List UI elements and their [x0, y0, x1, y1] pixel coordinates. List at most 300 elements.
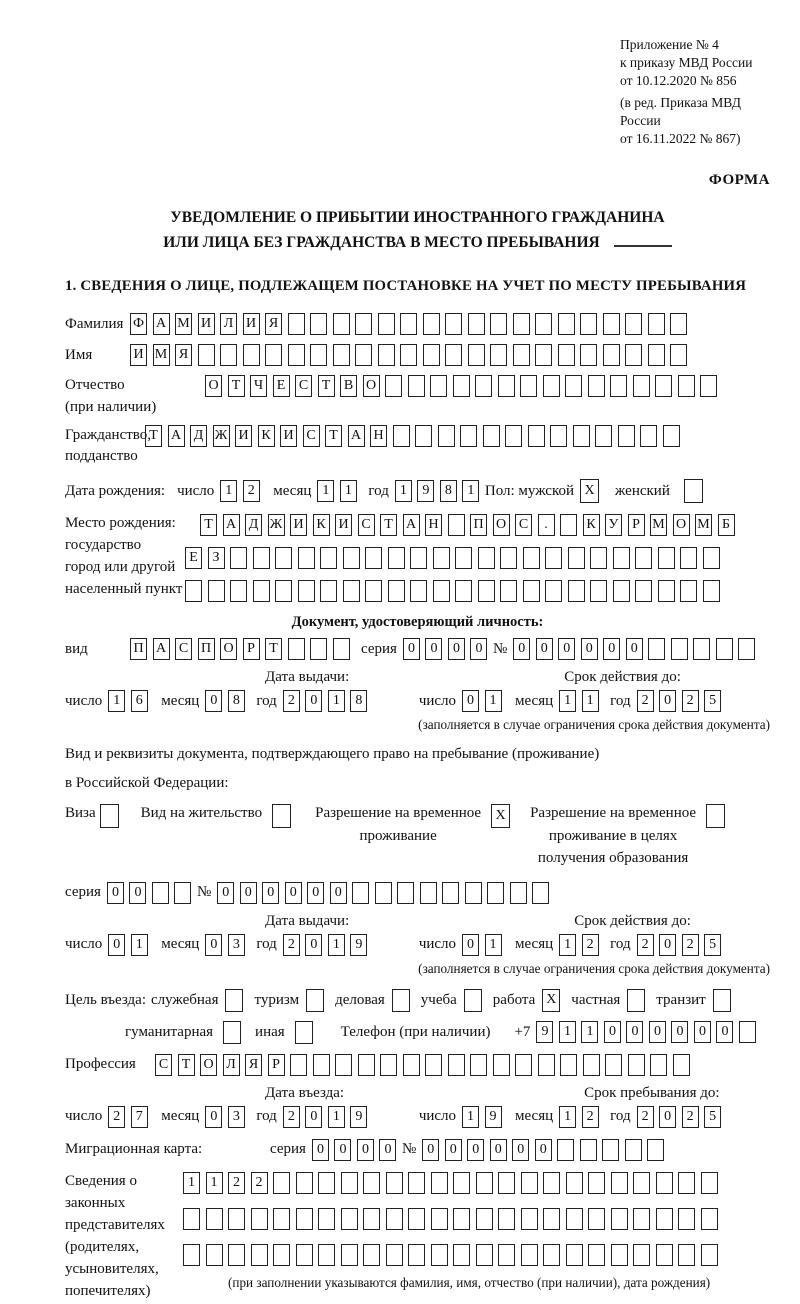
name-cells [130, 344, 693, 366]
legal-reps-label-2: законных [65, 1194, 126, 1211]
phone-prefix: +7 [514, 1023, 531, 1040]
purpose-row2 [65, 1021, 770, 1044]
char-cell: 1 [328, 1106, 345, 1128]
entry-date-heading: Дата въезда: [265, 1084, 345, 1101]
char-cell [310, 638, 327, 660]
doc-validity-note: (заполняется в случае ограничения срока действия документа) [418, 717, 770, 732]
profession-label: Профессия [65, 1056, 136, 1072]
char-cell [476, 1208, 493, 1230]
char-cell [183, 1208, 200, 1230]
char-cell: 8 [350, 690, 367, 712]
char-cell [296, 1208, 313, 1230]
char-cell: 2 [108, 1106, 125, 1128]
char-cell [663, 425, 680, 447]
char-cell [521, 1208, 538, 1230]
char-cell [251, 1244, 268, 1266]
permit-valid-year-label: год [610, 936, 631, 952]
char-cell: 1 [328, 934, 345, 956]
title-underline [614, 245, 672, 247]
patronymic-label-line2: (при наличии) [65, 398, 157, 415]
patronymic-label [65, 375, 205, 419]
purpose-inaya-checkbox [295, 1021, 313, 1044]
char-cell: Т [200, 514, 217, 536]
char-cell [625, 344, 642, 366]
purpose-gumanitarnaya-label: гуманитарная [125, 1023, 214, 1040]
char-cell [633, 1244, 650, 1266]
doc-series-label: серия [361, 640, 397, 657]
char-cell: 0 [422, 1139, 439, 1161]
permit-issue-month-cells [205, 934, 250, 956]
purpose-row [65, 989, 770, 1012]
char-cell: И [235, 425, 252, 447]
char-cell: Р [268, 1054, 285, 1076]
char-cell: 2 [682, 1106, 699, 1128]
char-cell [343, 547, 360, 569]
char-cell [635, 580, 652, 602]
char-cell [588, 1208, 605, 1230]
char-cell: И [198, 313, 215, 335]
char-cell: С [515, 514, 532, 536]
char-cell: 0 [659, 934, 676, 956]
temp-residence-label-line2: проживание [359, 827, 437, 844]
char-cell [318, 1208, 335, 1230]
title-line-1: УВЕДОМЛЕНИЕ О ПРИБЫТИИ ИНОСТРАННОГО ГРАЖДАНИНА [170, 208, 665, 226]
char-cell [580, 313, 597, 335]
temp-residence-edu-checkbox [706, 804, 725, 828]
char-cell: Т [265, 638, 282, 660]
char-cell: 8 [228, 690, 245, 712]
char-cell: 0 [217, 882, 234, 904]
char-cell [228, 1244, 245, 1266]
birth-day-label: число [177, 482, 215, 499]
char-cell: . [538, 514, 555, 536]
visa-checkbox [100, 804, 119, 828]
purpose-delovaya-label: деловая [335, 991, 385, 1008]
char-cell: 1 [559, 690, 576, 712]
char-cell [678, 1244, 695, 1266]
char-cell [290, 1054, 307, 1076]
char-cell: К [583, 514, 600, 536]
char-cell: 2 [283, 690, 300, 712]
char-cell [448, 514, 465, 536]
char-cell [678, 1172, 695, 1194]
char-cell: 0 [425, 638, 442, 660]
char-cell: 0 [626, 638, 643, 660]
char-cell: Д [245, 514, 262, 536]
char-cell: Т [318, 375, 335, 397]
char-cell [543, 1208, 560, 1230]
char-cell [313, 1054, 330, 1076]
birth-year-cells [395, 480, 485, 502]
doc-valid-month-label: месяц [515, 692, 554, 709]
char-cell: У [605, 514, 622, 536]
char-cell: 1 [317, 480, 334, 502]
char-cell [198, 344, 215, 366]
char-cell: 1 [131, 934, 148, 956]
char-cell [703, 580, 720, 602]
entry-day-cells [108, 1106, 153, 1128]
purpose-turizm-label: туризм [254, 991, 300, 1008]
char-cell: 0 [659, 690, 676, 712]
char-cell [701, 1208, 718, 1230]
char-cell: К [258, 425, 275, 447]
char-cell: С [175, 638, 192, 660]
permit-issue-heading: Дата выдачи: [265, 912, 350, 929]
char-cell [393, 425, 410, 447]
char-cell [296, 1172, 313, 1194]
char-cell: 0 [462, 690, 479, 712]
char-cell [670, 313, 687, 335]
char-cell [208, 580, 225, 602]
sex-male-checkbox: X [580, 479, 599, 503]
char-cell: С [358, 514, 375, 536]
name-label: Имя [65, 346, 93, 363]
char-cell [453, 1244, 470, 1266]
permit-issue-day-label: число [65, 936, 103, 952]
char-cell [243, 344, 260, 366]
char-cell: О [673, 514, 690, 536]
char-cell [647, 1139, 664, 1161]
doc-issue-day-label: число [65, 692, 103, 709]
char-cell [603, 344, 620, 366]
char-cell: Т [380, 514, 397, 536]
char-cell [535, 313, 552, 335]
char-cell: 1 [183, 1172, 200, 1194]
char-cell [273, 1244, 290, 1266]
char-cell [320, 547, 337, 569]
purpose-chastnaya-label: частная [571, 991, 621, 1008]
migration-series-label: серия [270, 1141, 306, 1157]
char-cell: 1 [108, 690, 125, 712]
char-cell [478, 547, 495, 569]
char-cell: Р [628, 514, 645, 536]
char-cell [498, 375, 515, 397]
char-cell [543, 1244, 560, 1266]
char-cell: М [695, 514, 712, 536]
char-cell: М [650, 514, 667, 536]
char-cell [678, 1208, 695, 1230]
char-cell: Е [273, 375, 290, 397]
birth-place-sub3: населенный пункт [65, 581, 183, 598]
permit-number-label: № [196, 884, 212, 900]
char-cell [510, 882, 527, 904]
char-cell [333, 638, 350, 660]
char-cell [468, 313, 485, 335]
char-cell: 1 [485, 690, 502, 712]
char-cell: 3 [228, 934, 245, 956]
birth-year-label: год [368, 482, 389, 499]
char-cell [400, 344, 417, 366]
char-cell [583, 1054, 600, 1076]
char-cell: 2 [637, 690, 654, 712]
char-cell: Т [178, 1054, 195, 1076]
char-cell [423, 313, 440, 335]
char-cell [388, 580, 405, 602]
char-cell [640, 425, 657, 447]
char-cell [378, 344, 395, 366]
char-cell: Т [228, 375, 245, 397]
temp-residence-edu-label [530, 802, 696, 870]
residence-permit-option [141, 802, 291, 828]
char-cell: 0 [462, 934, 479, 956]
stay-day-label: число [418, 1108, 457, 1124]
identity-doc-heading: Документ, удостоверяющий личность: [291, 614, 544, 630]
form-title [65, 205, 770, 256]
char-cell: О [220, 638, 237, 660]
char-cell [470, 1054, 487, 1076]
char-cell [431, 1244, 448, 1266]
char-cell: 0 [205, 690, 222, 712]
char-cell [296, 1244, 313, 1266]
char-cell: С [295, 375, 312, 397]
char-cell [523, 580, 540, 602]
purpose-tranzit-label: транзит [656, 991, 706, 1008]
char-cell [228, 1208, 245, 1230]
char-cell: 1 [462, 480, 479, 502]
char-cell [680, 580, 697, 602]
permit-issue-year-cells [283, 934, 373, 956]
char-cell [739, 1021, 756, 1043]
char-cell [438, 425, 455, 447]
char-cell [670, 344, 687, 366]
phone-label: Телефон (при наличии) [340, 1023, 491, 1040]
char-cell [275, 580, 292, 602]
char-cell: Д [190, 425, 207, 447]
char-cell: 0 [205, 934, 222, 956]
char-cell: 1 [582, 690, 599, 712]
char-cell [343, 580, 360, 602]
char-cell [468, 344, 485, 366]
char-cell [288, 638, 305, 660]
birth-month-label: месяц [273, 482, 312, 499]
purpose-delovaya-checkbox [392, 989, 410, 1012]
char-cell: 2 [283, 1106, 300, 1128]
char-cell [445, 313, 462, 335]
char-cell [431, 1208, 448, 1230]
char-cell: И [280, 425, 297, 447]
char-cell: 0 [107, 882, 124, 904]
stay-month-label: месяц [515, 1108, 554, 1124]
purpose-ucheba-label: учеба [420, 991, 457, 1008]
char-cell: А [168, 425, 185, 447]
char-cell [671, 638, 688, 660]
char-cell [275, 547, 292, 569]
char-cell: К [313, 514, 330, 536]
char-cell [365, 580, 382, 602]
char-cell [680, 547, 697, 569]
char-cell [310, 344, 327, 366]
char-cell: И [130, 344, 147, 366]
citizenship-label-line1: Гражданство, [65, 426, 152, 443]
char-cell [628, 1054, 645, 1076]
char-cell [460, 425, 477, 447]
char-cell: 0 [604, 1021, 621, 1043]
char-cell: Н [370, 425, 387, 447]
char-cell [633, 1208, 650, 1230]
char-cell [656, 1244, 673, 1266]
char-cell: И [243, 313, 260, 335]
char-cell [408, 1244, 425, 1266]
char-cell: О [363, 375, 380, 397]
char-cell [543, 375, 560, 397]
char-cell [611, 1208, 628, 1230]
char-cell: 2 [682, 934, 699, 956]
char-cell [635, 547, 652, 569]
char-cell: Т [145, 425, 162, 447]
legal-reps-label-5: усыновителях, [65, 1260, 159, 1277]
phone-cells [536, 1021, 761, 1043]
char-cell: М [175, 313, 192, 335]
char-cell [588, 375, 605, 397]
char-cell: Б [718, 514, 735, 536]
permit-series-cells [107, 882, 197, 904]
char-cell [251, 1208, 268, 1230]
char-cell: 0 [262, 882, 279, 904]
char-cell [625, 1139, 642, 1161]
char-cell: 5 [704, 1106, 721, 1128]
char-cell [558, 313, 575, 335]
char-cell [448, 1054, 465, 1076]
char-cell [363, 1172, 380, 1194]
char-cell: А [153, 313, 170, 335]
surname-cells [130, 313, 693, 335]
entry-year-label: год [256, 1108, 277, 1124]
legal-reps-label-6: попечителях) [65, 1282, 151, 1299]
birth-place-sub2: город или другой [65, 559, 176, 576]
char-cell: З [208, 547, 225, 569]
char-cell [738, 638, 755, 660]
char-cell [408, 1208, 425, 1230]
doc-valid-day-cells [462, 690, 507, 712]
char-cell: 0 [659, 1106, 676, 1128]
char-cell [655, 375, 672, 397]
char-cell: П [198, 638, 215, 660]
char-cell [298, 547, 315, 569]
char-cell: 9 [417, 480, 434, 502]
char-cell: 0 [108, 934, 125, 956]
doc-number-label: № [492, 640, 508, 657]
char-cell [408, 1172, 425, 1194]
char-cell: 0 [334, 1139, 351, 1161]
legal-reps-label-4: (родителях, [65, 1238, 140, 1255]
stay-year-label: год [610, 1108, 631, 1124]
ref-line-2: к приказу МВД России [620, 54, 753, 70]
char-cell [318, 1244, 335, 1266]
char-cell: 6 [131, 690, 148, 712]
migration-card-label: Миграционная карта: [65, 1141, 203, 1157]
doc-series-cells [403, 638, 493, 660]
permit-valid-year-cells [637, 934, 727, 956]
purpose-label: Цель въезда: [65, 991, 146, 1008]
char-cell [475, 375, 492, 397]
char-cell: Ф [130, 313, 147, 335]
temp-residence-checkbox: X [491, 804, 510, 828]
char-cell: 1 [340, 480, 357, 502]
char-cell: 9 [485, 1106, 502, 1128]
char-cell [700, 375, 717, 397]
appendix-reference [620, 36, 770, 148]
char-cell [333, 313, 350, 335]
birth-place-sub1: государство [65, 537, 142, 554]
char-cell [498, 1208, 515, 1230]
char-cell: 0 [305, 934, 322, 956]
title-line-2: ИЛИ ЛИЦА БЕЗ ГРАЖДАНСТВА В МЕСТО ПРЕБЫВАНИЯ [163, 234, 600, 252]
char-cell [568, 547, 585, 569]
char-cell [648, 313, 665, 335]
permit-valid-day-label: число [418, 936, 457, 952]
char-cell [613, 547, 630, 569]
char-cell [298, 580, 315, 602]
char-cell [538, 1054, 555, 1076]
char-cell [610, 375, 627, 397]
purpose-gumanitarnaya-checkbox [223, 1021, 241, 1044]
purpose-tranzit-checkbox [713, 989, 731, 1012]
migration-number-cells [422, 1139, 670, 1161]
stay-until-heading: Срок пребывания до: [584, 1084, 720, 1101]
doc-issue-month-cells [205, 690, 250, 712]
temp-residence-edu-label-line1: Разрешение на временное [530, 805, 697, 821]
char-cell [174, 882, 191, 904]
char-cell: 2 [582, 934, 599, 956]
char-cell [498, 1172, 515, 1194]
char-cell [386, 1244, 403, 1266]
char-cell [678, 375, 695, 397]
permit-valid-day-cells [462, 934, 507, 956]
char-cell: 1 [462, 1106, 479, 1128]
purpose-sluzhebnaya-label: служебная [150, 991, 219, 1008]
char-cell [430, 375, 447, 397]
char-cell [335, 1054, 352, 1076]
char-cell [656, 1208, 673, 1230]
purpose-ucheba-checkbox [464, 989, 482, 1012]
citizenship-label-line2: подданство [65, 448, 138, 465]
sex-female-checkbox [684, 479, 703, 503]
char-cell [220, 344, 237, 366]
char-cell: В [340, 375, 357, 397]
char-cell: 5 [704, 690, 721, 712]
char-cell [152, 882, 169, 904]
char-cell: 0 [513, 638, 530, 660]
char-cell [363, 1244, 380, 1266]
char-cell [397, 882, 414, 904]
birth-place-row1-cells [200, 514, 740, 536]
char-cell: Ж [268, 514, 285, 536]
char-cell [265, 344, 282, 366]
char-cell [580, 1139, 597, 1161]
temp-residence-edu-option [530, 802, 725, 870]
char-cell: 0 [330, 882, 347, 904]
patronymic-cells [205, 375, 723, 397]
char-cell [433, 547, 450, 569]
char-cell [288, 344, 305, 366]
permit-number-cells [217, 882, 555, 904]
char-cell: 1 [328, 690, 345, 712]
char-cell [206, 1208, 223, 1230]
char-cell: 0 [379, 1139, 396, 1161]
migration-number-label: № [401, 1141, 417, 1157]
char-cell: 0 [467, 1139, 484, 1161]
char-cell: Е [185, 547, 202, 569]
permit-issue-day-cells [108, 934, 153, 956]
char-cell [358, 1054, 375, 1076]
doc-issue-day-cells [108, 690, 153, 712]
citizenship-label [65, 425, 152, 469]
birth-place-labels [65, 512, 182, 600]
sex-female-label: женский [615, 482, 670, 499]
char-cell [513, 344, 530, 366]
char-cell [403, 1054, 420, 1076]
residence-permit-label: Вид на жительство [140, 805, 263, 821]
